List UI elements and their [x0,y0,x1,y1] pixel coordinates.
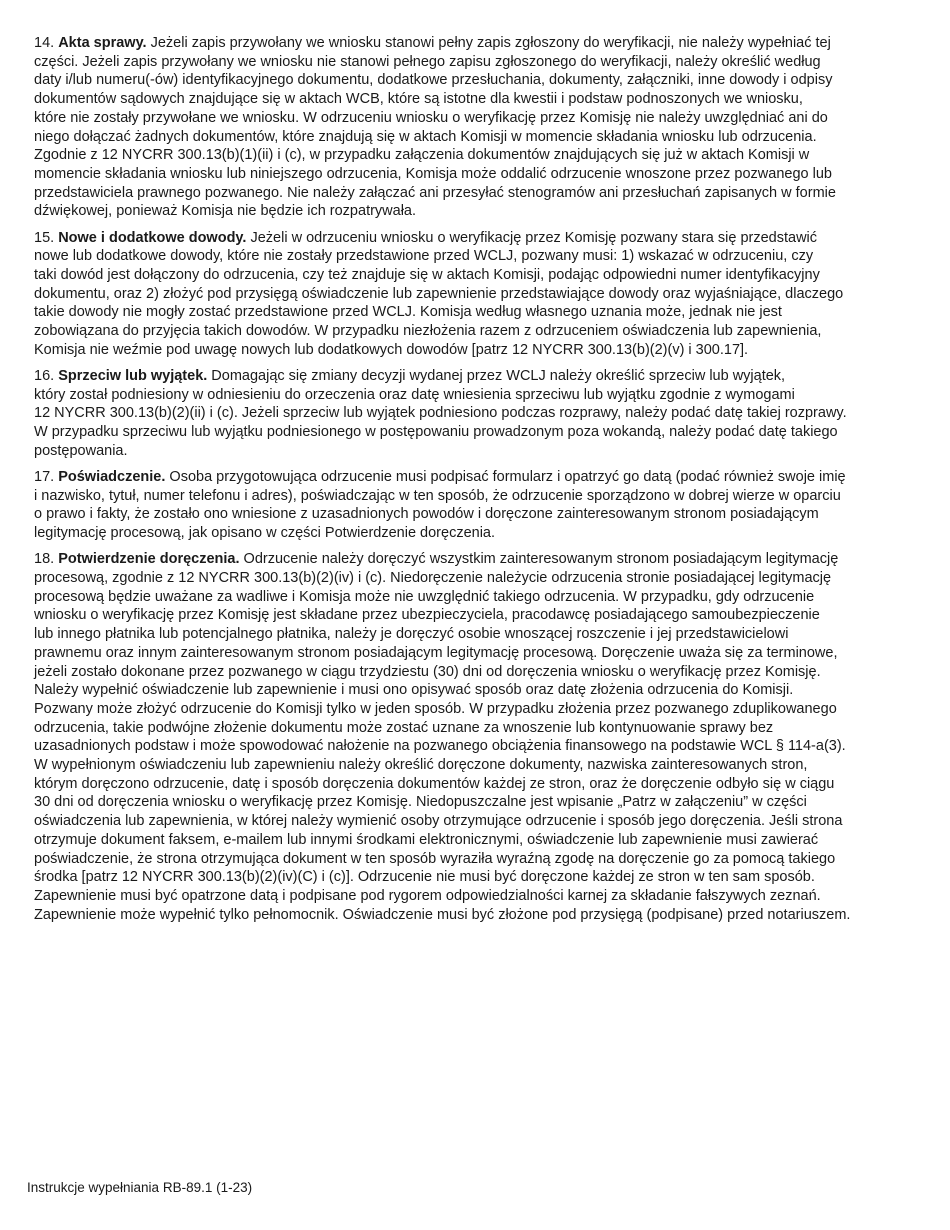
section-line: taki dowód jest dołączony do odrzucenia, czy też znajduje się w aktach Komisji, podając odpowiedni numer identyfikacyjny [34,266,820,283]
section-text: Osoba przygotowująca odrzucenie musi podpisać formularz i opatrzyć go datą (podać również swoje imię [165,468,846,485]
section-18 [34,550,914,924]
section-text: Odrzucenie należy doręczyć wszystkim zainteresowanym stronom posiadającym legitymację [239,551,839,568]
section-line: przedstawiciela prawnego pozwanego. Nie należy załączać ani przesyłać stenogramów ani przesłuchań zapisanych w formie [34,184,836,201]
section-number: 18. [34,551,55,568]
section-17 [34,468,914,543]
section-line: dokumentu, oraz 2) złożyć pod przysięgą oświadczenie lub zapewnienie przedstawiające dowody oraz wyjaśniające, dlaczego [34,285,844,302]
section-line: takie dowody nie mogły zostać przedstawione przed WCLJ. Komisja według własnego uznania może, jednak nie jest [34,304,782,321]
section-line: 12 NYCRR 300.13(b)(2)(ii) i (c). Jeżeli sprzeciw lub wyjątek podniesiono podczas rozprawy, należy podać datę takiej rozprawy. [34,405,847,422]
section-line: legitymację procesową, jak opisano w części Potwierdzenie doręczenia. [34,525,496,542]
form-footer: Instrukcje wypełniania RB-89.1 (1-23) [27,1180,253,1195]
section-heading: Potwierdzenie doręczenia. [58,551,240,568]
section-line: otrzymuje dokument faksem, e-mailem lub innymi środkami elektronicznymi, oświadczenie lub zapewnienie musi zawierać [34,831,819,848]
section-number: 15. [34,229,55,246]
section-number: 16. [34,367,55,384]
section-line: nowe lub dodatkowe dowody, które nie zostały przedstawione przed WCLJ, pozwany musi: 1) wskazać w odrzuceniu, czy [34,248,814,265]
section-line: uzasadnionych podstaw i może spowodować nałożenie na pozwanego obciążenia finansowego na podstawie WCL § 114-a(3). [34,738,846,755]
section-line: i nazwisko, tytuł, numer telefonu i adres), poświadczając w ten sposób, że odrzucenie sporządzono w dobrej wierze w oparciu [34,487,841,504]
section-line: dokumentów sądowych znajdujące się w aktach WCB, które są istotne dla kwestii i podstaw podnoszonych we wniosku, [34,91,803,108]
section-line: Komisja nie weźmie pod uwagę nowych lub dodatkowych dowodów [patrz 12 NYCRR 300.13(b)(2)(v) i 300.17]. [34,341,749,358]
section-16 [34,367,914,461]
section-line [34,34,914,53]
section-line: jeżeli zostało dokonane przez pozwanego w ciągu trzydziestu (30) dni od doręczenia wniosku o weryfikację przez Komisję. [34,663,821,680]
section-text: Domagając się zmiany decyzji wydanej przez WCLJ należy określić sprzeciw lub wyjątek, [207,367,786,384]
section-line: Należy wypełnić oświadczenie lub zapewnienie i musi ono opisywać sposób oraz datę złożenia odrzucenia do Komisji. [34,682,794,699]
section-line: dźwiękowej, ponieważ Komisja nie będzie ich rozpatrywała. [34,203,417,220]
section-line: Zapewnienie musi być opatrzone datą i podpisane pod rygorem odpowiedzialności karnej za składanie fałszywych zeznań. [34,887,821,904]
section-line [34,367,914,386]
section-line: lub innego płatnika lub potencjalnego płatnika, należy je doręczyć osobie wnoszącej roszczenie i jej przedstawicielowi [34,626,789,643]
section-line [34,550,914,569]
section-heading: Nowe i dodatkowe dowody. [58,229,247,246]
section-line: który został podniesiony w odniesieniu do orzeczenia oraz datę wniesienia sprzeciwu lub wyjątku zgodnie z wymogami [34,386,795,403]
section-line [34,229,914,248]
section-line: środka [patrz 12 NYCRR 300.13(b)(2)(iv)(C) i (c)]. Odrzucenie nie musi być doręczone każdej ze stron w ten sam sposób. [34,869,815,886]
section-heading: Sprzeciw lub wyjątek. [58,367,208,384]
section-line: Zgodnie z 12 NYCRR 300.13(b)(1)(ii) i (c), w przypadku załączenia dokumentów znajdujących się już w aktach Komisji w [34,147,810,164]
section-text: Jeżeli zapis przywołany we wniosku stanowi pełny zapis zgłoszony do weryfikacji, nie należy wypełniać tej [146,35,831,51]
section-line: W wypełnionym oświadczeniu lub zapewnieniu należy określić doręczone dokumenty, nazwiska zainteresowanych stron, [34,757,808,774]
section-line: o prawo i fakty, że zostało ono wniesione z uzasadnionych powodów i doręczone zainteresowanym stronom posiadającym [34,506,819,523]
section-line: daty i/lub numeru(-ów) identyfikacyjnego dokumentu, dodatkowe przesłuchania, dokumenty, załączniki, inne dowody i odpisy [34,72,833,89]
section-heading: Akta sprawy. [58,35,147,51]
section-line: prawnemu oraz innym zainteresowanym stronom posiadającym legitymację procesową. Doręczenie uważa się za terminowe, [34,644,838,661]
section-text: Jeżeli w odrzuceniu wniosku o weryfikację przez Komisję pozwany stara się przedstawić [246,229,818,246]
section-15 [34,229,914,360]
section-line: którym doręczono odrzucenie, datę i sposób doręczenia dokumentów każdej ze stron, oraz że doręczenie odbyło się w ciągu [34,775,835,792]
section-line [34,468,914,487]
section-line: zobowiązana do przyjęcia takich dowodów. W przypadku niezłożenia razem z odrzuceniem oświadczenia lub zapewnienia, [34,323,822,340]
section-line: które nie zostały przywołane we wniosku. W odrzuceniu wniosku o weryfikację przez Komisję nie należy uwzględniać ani do [34,109,828,126]
section-line: części. Jeżeli zapis przywołany we wniosku nie stanowi pełnego zapisu zgłoszonego do weryfikacji, należy określić według [34,53,821,70]
section-line: procesową będzie uważane za wadliwe i Komisja może nie uwzględnić takiego odrzucenia. W przypadku, gdy odrzucenie [34,588,815,605]
section-line: 30 dni od doręczenia wniosku o weryfikację przez Komisję. Niedopuszczalne jest wpisanie „Patrz w załączeniu” w części [34,794,807,811]
section-heading: Poświadczenie. [58,468,166,485]
section-line: odrzucenia, takie podwójne złożenie dokumentu może zostać uznane za wnoszenie lub kontynuowanie sprawy bez [34,719,774,736]
section-line: procesową, zgodnie z 12 NYCRR 300.13(b)(2)(iv) i (c). Niedoręczenie należycie odrzucenia stronie posiadającej legitymację [34,569,832,586]
section-line: wniosku o weryfikację przez Komisję jest składane przez ubezpieczyciela, pracodawcę posiadającego samoubezpieczenie [34,607,820,624]
section-line: postępowania. [34,442,128,459]
section-line: niego dołączać żadnych dokumentów, które znajdują się w aktach Komisji w momencie składania wniosku lub odrzucenia. [34,128,817,145]
section-number: 17. [34,468,55,485]
section-line: poświadczenie, że strona otrzymująca dokument w ten sposób wyraziła wyraźną zgodę na doręczenie go za pomocą takiego [34,850,836,867]
section-line: Pozwany może złożyć odrzucenie do Komisji tylko w jeden sposób. W przypadku złożenia przez pozwanego zduplikowanego [34,700,837,717]
instructions-body [34,34,914,932]
section-14 [34,34,914,221]
section-line: W przypadku sprzeciwu lub wyjątku podniesionego w postępowaniu prowadzonym poza wokandą, należy podać datę takiego [34,424,838,441]
section-line: oświadczenia lub zapewnienia, w której należy wymienić osoby otrzymujące odrzucenie i sposób jego doręczenia. Jeśli strona [34,813,843,830]
section-line: Zapewnienie może wypełnić tylko pełnomocnik. Oświadczenie musi być złożone pod przysięgą (podpisane) przed notariuszem. [34,906,851,923]
section-line: momencie składania wniosku lub niniejszego odrzucenia, Komisja może oddalić odrzucenie wnoszone przez pozwanego lub [34,165,832,182]
section-number: 14. [34,35,55,51]
